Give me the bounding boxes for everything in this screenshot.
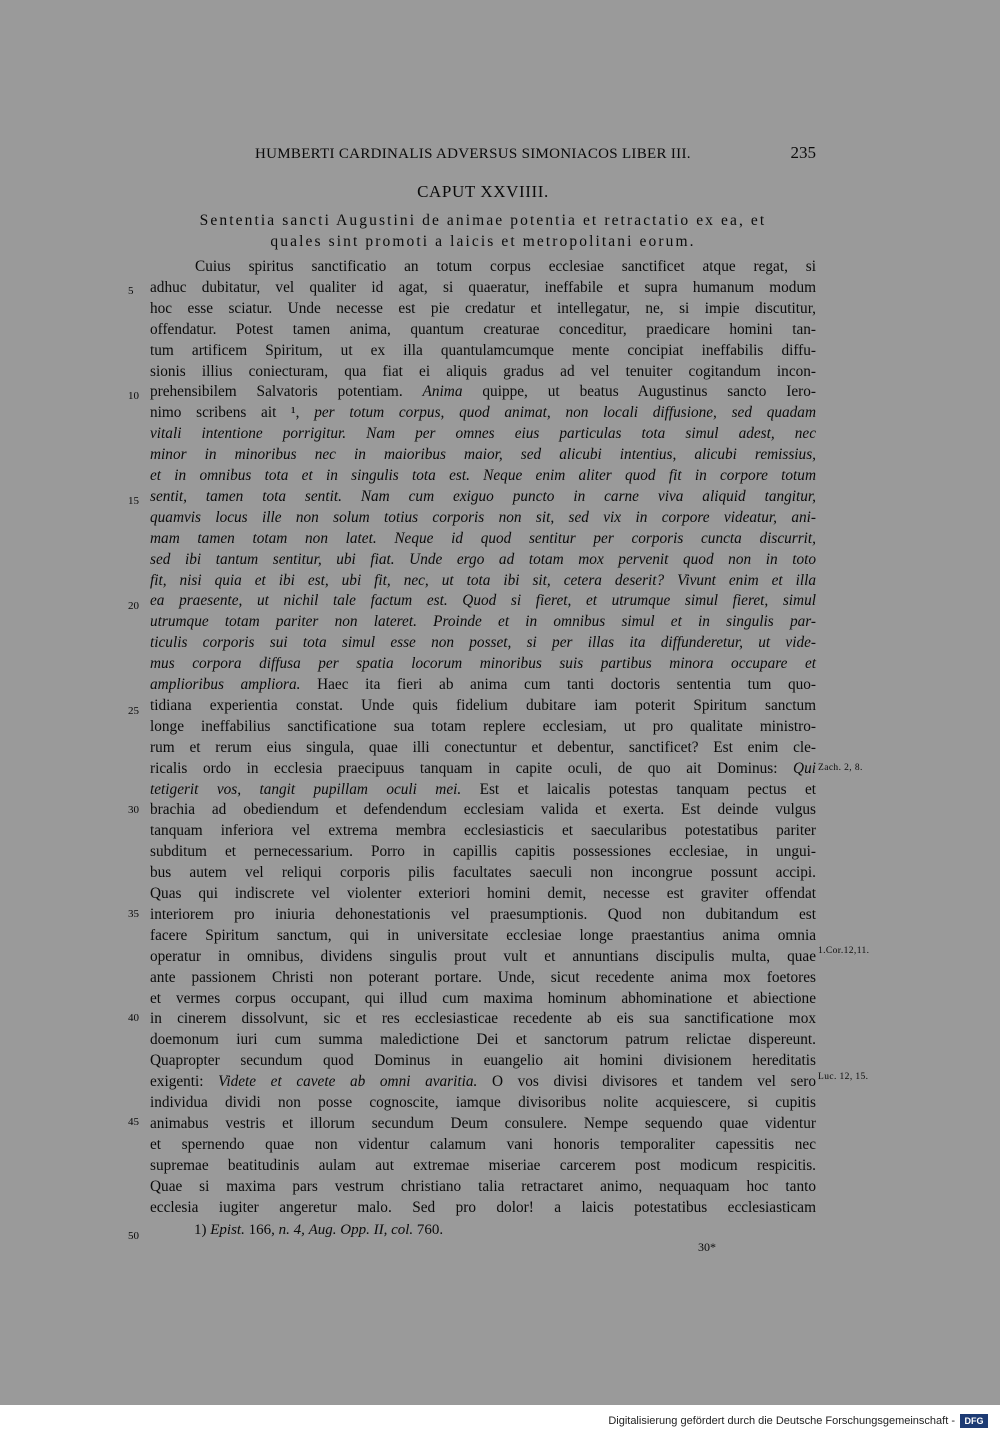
text-line xyxy=(150,1008,816,1029)
footer-bar xyxy=(0,1405,1000,1434)
text-line-content xyxy=(150,256,816,277)
margin-note: Zach. 2, 8. xyxy=(818,763,863,773)
footnote-col: col. xyxy=(391,1222,414,1238)
italic-quote: quamvis locus ille non solum totius corporis non sit, sed vix in corpore videatur, ani- xyxy=(150,508,816,526)
text-line xyxy=(150,988,816,1009)
running-header xyxy=(150,143,816,170)
text-line-content xyxy=(150,946,816,967)
text-line xyxy=(150,1134,816,1155)
text-line-content xyxy=(150,820,816,841)
subtitle-line: quales sint promoti a laicis et metropolitani eorum. xyxy=(270,233,696,250)
text-line-content xyxy=(150,904,816,925)
text-line xyxy=(150,361,816,382)
text-line-content xyxy=(150,758,816,779)
text-line xyxy=(150,1050,816,1071)
text-segment: animabus vestris et illorum secundum Deum consulere. Nempe sequendo quae videntur xyxy=(150,1114,816,1132)
text-line xyxy=(150,340,816,361)
text-segment: subditum et pernecessarium. Porro in capillis capitis possessiones ecclesiae, in ungui- xyxy=(150,843,816,861)
footnote-marker: 1) xyxy=(194,1222,207,1238)
text-segment: facere Spiritum sanctum, qui in universitate ecclesiae longe praestantius anima omnia xyxy=(150,926,816,944)
text-segment: hoc esse sciatur. Unde necesse est pie credatur et intellegatur, ne, si impie discutitur, xyxy=(150,299,816,317)
italic-quote: mam tamen totam non latet. Neque id quod sentitur per corporis cuncta discurrit, xyxy=(150,529,816,547)
text-line xyxy=(150,319,816,340)
line-number: 20 xyxy=(128,600,139,612)
text-line xyxy=(150,444,816,465)
text-line-content xyxy=(150,340,816,361)
text-line-content xyxy=(150,528,816,549)
text-segment: Quae si maxima pars vestrum christiano talia retractaret animo, nequaquam hoc tanto xyxy=(150,1177,816,1195)
text-line xyxy=(150,1092,816,1113)
text-line xyxy=(150,1197,816,1218)
text-line-content xyxy=(150,1092,816,1113)
italic-quote: amplioribus ampliora. xyxy=(150,676,301,693)
text-line-content xyxy=(150,1155,816,1176)
text-line xyxy=(150,1071,816,1092)
text-segment: Haec ita fieri ab anima cum tanti doctoris sententia tum quo- xyxy=(300,676,817,693)
text-line-content xyxy=(150,486,816,507)
text-line-content xyxy=(150,361,816,382)
text-line-content xyxy=(150,695,816,716)
text-line xyxy=(150,611,816,632)
text-segment: nimo scribens ait ¹, xyxy=(150,404,315,422)
text-segment: doemonum iuri cum summa maledictione Dei et sanctorum patrum relictae dispereunt. xyxy=(150,1031,816,1049)
italic-quote: sentit, tamen tota sentit. Nam cum exiguo puncto in carne viva aliquid tangitur, xyxy=(150,487,816,505)
text-line xyxy=(150,570,816,591)
text-line xyxy=(150,402,816,423)
line-number: 5 xyxy=(128,285,134,297)
italic-quote: per totum corpus, quod animat, non locali diffusione, sed quadam xyxy=(314,404,816,422)
footnote-n: n. 4, xyxy=(278,1222,305,1238)
text-line-content xyxy=(150,883,816,904)
text-line-content xyxy=(150,1176,816,1197)
text-line-content xyxy=(150,381,816,402)
line-number: 10 xyxy=(128,390,139,402)
chapter-title: CAPUT XXVIIII. xyxy=(417,182,549,201)
line-number: 50 xyxy=(128,1230,139,1242)
text-line-content xyxy=(150,1029,816,1050)
header-title: HUMBERTI CARDINALIS ADVERSUS SIMONIACOS LIBER III. xyxy=(255,146,691,162)
text-line xyxy=(150,507,816,528)
text-line-content xyxy=(150,465,816,486)
text-line-content xyxy=(150,737,816,758)
text-line-content xyxy=(150,1050,816,1071)
text-segment: longe ineffabilius sanctificatione sua totam replere ecclesiam, ut pro qualitate ministro- xyxy=(150,717,816,735)
text-line-content xyxy=(150,925,816,946)
footnote xyxy=(194,1222,443,1239)
text-line-content xyxy=(150,1113,816,1134)
text-segment: Quapropter secundum quod Dominus in euangelio ait homini divisionem hereditatis xyxy=(150,1052,816,1070)
text-segment: rum et rerum eius singula, quae illi conectuntur et debentur, sanctificet? Est enim cle- xyxy=(150,738,816,756)
text-line-content xyxy=(150,507,816,528)
text-line-content xyxy=(150,402,816,423)
signature-mark: 30* xyxy=(698,1240,716,1254)
italic-quote: mus corpora diffusa per spatia locorum minoribus suis partibus minora occupare et xyxy=(150,655,816,673)
text-line xyxy=(150,423,816,444)
italic-quote: Videte et cavete ab omni avaritia. xyxy=(218,1073,478,1091)
text-segment: operatur in omnibus, dividens singulis prout vult et annuntians discipulis multa, quae xyxy=(150,947,816,965)
text-segment: individua dividi non posse cognoscite, iamque divisoribus nolite acquiescere, si cupitis xyxy=(150,1094,816,1111)
chapter-subtitle xyxy=(150,210,816,252)
line-number: 45 xyxy=(128,1116,139,1128)
text-line-content xyxy=(150,298,816,319)
text-segment: sionis illius coniecturam, qua fiat ei aliquis gradus ad vel tenuiter cogitandum incon- xyxy=(150,362,816,380)
text-segment: in cinerem dissolvunt, sic et res ecclesiasticae recedente ab eis sua sanctificatione mox xyxy=(150,1010,816,1028)
text-segment: tum artificem Spiritum, ut ex illa quantulamcumque mente concipiat ineffabilis diffu- xyxy=(150,341,816,359)
text-line-content xyxy=(150,674,816,695)
italic-quote: utrumque totam pariter non lateret. Proinde et in omnibus simul et in singulis par- xyxy=(150,613,816,631)
text-line xyxy=(150,632,816,653)
text-segment: supremae beatitudinis aulam aut extremae miseriae carcerem post modicum respicitis. xyxy=(150,1156,816,1174)
italic-quote: fit, nisi quia et ibi est, ubi fit, nec, ut tota ibi sit, cetera deserit? Vivunt enim et illa xyxy=(150,571,816,589)
text-line-content xyxy=(150,1134,816,1155)
text-line-content xyxy=(150,277,816,298)
page-number: 235 xyxy=(790,143,816,162)
text-segment: ricalis ordo in ecclesia praecipuus tanquam in capite oculi, de quo ait Dominus: xyxy=(150,759,794,777)
line-number: 40 xyxy=(128,1012,139,1024)
text-line xyxy=(150,737,816,758)
italic-quote: vitali intentione porrigitur. Nam per omnes eius particulas tota simul adest, nec xyxy=(150,425,816,443)
italic-quote: tetigerit vos, tangit pupillam oculi mei. xyxy=(150,780,462,798)
footnote-work: Aug. Opp. II, xyxy=(308,1222,388,1238)
text-segment: adhuc dubitatur, vel qualiter id agat, si quaeratur, ineffabile et supra humanum modum xyxy=(150,278,816,296)
text-line xyxy=(150,674,816,695)
text-segment: Est et laicalis potestas tanquam pectus et xyxy=(461,780,817,798)
text-line xyxy=(150,799,816,820)
text-segment: exigenti: xyxy=(150,1073,219,1091)
text-segment: interiorem pro iniuria dehonestationis vel praesumptionis. Quod non dubitandum est xyxy=(150,905,816,923)
text-line xyxy=(150,1113,816,1134)
text-line xyxy=(150,841,816,862)
text-segment: Quas qui indiscrete vel violenter exteriori homini demit, necesse est graviter offendat xyxy=(150,885,816,902)
footnote-source: Epist. xyxy=(210,1222,245,1238)
text-line xyxy=(150,653,816,674)
text-line xyxy=(150,298,816,319)
italic-quote: sed ibi tantum sentitur, ubi fiat. Unde ergo ad totam mox pervenit quod non in toto xyxy=(150,550,816,568)
text-line-content xyxy=(150,570,816,591)
text-line xyxy=(150,277,816,298)
text-line xyxy=(150,779,816,800)
text-segment: Cuius spiritus sanctificatio an totum corpus ecclesiae sanctificet atque regat, si xyxy=(195,258,816,275)
text-line xyxy=(150,883,816,904)
text-line-content xyxy=(150,423,816,444)
text-line-content xyxy=(150,779,816,800)
text-segment: O vos divisi divisores et tandem vel sero xyxy=(477,1073,816,1091)
text-segment: ecclesia iugiter angeretur malo. Sed pro dolor! a laicis potestatibus ecclesiasticam xyxy=(150,1198,816,1216)
text-line-content xyxy=(150,967,816,988)
footnote-col-num: 760. xyxy=(416,1222,444,1238)
text-line xyxy=(150,925,816,946)
text-line xyxy=(150,758,816,779)
line-number: 25 xyxy=(128,705,139,717)
text-line xyxy=(150,967,816,988)
italic-quote: Anima xyxy=(422,383,463,401)
text-segment: offendatur. Potest tamen anima, quantum creaturae conceditur, praedicare homini tan- xyxy=(150,320,816,338)
text-segment: tanquam inferiora vel extrema membra ecclesiasticis et saecularibus potestatibus pariter xyxy=(150,822,816,840)
text-segment: quippe, ut beatus Augustinus sancto Iero- xyxy=(462,383,816,401)
text-line xyxy=(150,904,816,925)
footnote-number: 166, xyxy=(248,1222,275,1238)
text-line-content xyxy=(150,611,816,632)
text-line-content xyxy=(150,1008,816,1029)
italic-quote: ea praesente, ut nichil tale factum est. Quod si fieret, et utrumque simul fieret, simul xyxy=(150,592,816,610)
text-segment: prehensibilem Salvatoris potentiam. xyxy=(150,383,423,401)
text-line xyxy=(150,1155,816,1176)
text-line-content xyxy=(150,444,816,465)
text-line-content xyxy=(150,590,816,611)
line-number: 35 xyxy=(128,908,139,920)
text-line-content xyxy=(150,549,816,570)
text-segment: et spernendo quae non videntur calamum vani honoris temporaliter capessitis nec xyxy=(150,1135,816,1153)
text-line-content xyxy=(150,1071,816,1092)
text-line-content xyxy=(150,1197,816,1218)
text-line xyxy=(150,486,816,507)
footer-text: Digitalisierung gefördert durch die Deutsche Forschungsgemeinschaft - xyxy=(608,1415,955,1427)
text-line-content xyxy=(150,716,816,737)
text-line xyxy=(150,716,816,737)
text-line xyxy=(150,1176,816,1197)
text-line xyxy=(150,465,816,486)
text-line xyxy=(150,695,816,716)
italic-quote: et in omnibus tota et in singulis tota est. Neque enim aliter quod fit in corpore totum xyxy=(150,467,816,484)
subtitle-line: Sententia sancti Augustini de animae potentia et retractatio ex ea, et xyxy=(199,212,767,229)
italic-quote: Qui xyxy=(793,759,816,777)
margin-note: Luc. 12, 15. xyxy=(818,1072,869,1082)
line-number: 30 xyxy=(128,804,139,816)
italic-quote: minor in minoribus nec in maioribus maior, sed alicubi intentius, alicubi remissius, xyxy=(150,446,816,464)
text-line-content xyxy=(150,862,816,883)
margin-note: 1.Cor.12,11. xyxy=(818,946,870,956)
text-segment: tidiana experientia constat. Unde quis fidelium dubitare iam poterit Spiritum sanctum xyxy=(150,696,816,714)
text-line-content xyxy=(150,799,816,820)
text-line xyxy=(150,820,816,841)
text-line xyxy=(150,946,816,967)
text-segment: bus autem vel reliqui corporis pilis facultates saeculi non incongrue possunt accipi. xyxy=(150,864,816,882)
italic-quote: ticulis corporis sui tota simul esse non posset, si per illas ita diffunderetur, ut vide- xyxy=(150,634,816,652)
text-line xyxy=(150,590,816,611)
text-segment: brachia ad obediendum et defendendum ecclesiam valida et exerta. Est deinde vulgus xyxy=(150,801,816,819)
text-line xyxy=(150,549,816,570)
dfg-logo: DFG xyxy=(960,1414,988,1428)
text-line xyxy=(150,256,816,277)
text-line-content xyxy=(150,841,816,862)
text-line xyxy=(150,862,816,883)
line-number: 15 xyxy=(128,495,139,507)
text-line-content xyxy=(150,988,816,1009)
text-line-content xyxy=(150,653,816,674)
text-line xyxy=(150,528,816,549)
text-line xyxy=(150,1029,816,1050)
text-segment: et vermes corpus occupant, qui illud cum maxima hominum abhominatione et abiectione xyxy=(150,989,816,1007)
text-segment: ante passionem Christi non poterant portare. Unde, sicut recedente anima mox foetores xyxy=(150,968,816,986)
text-line xyxy=(150,381,816,402)
text-line-content xyxy=(150,319,816,340)
text-line-content xyxy=(150,632,816,653)
